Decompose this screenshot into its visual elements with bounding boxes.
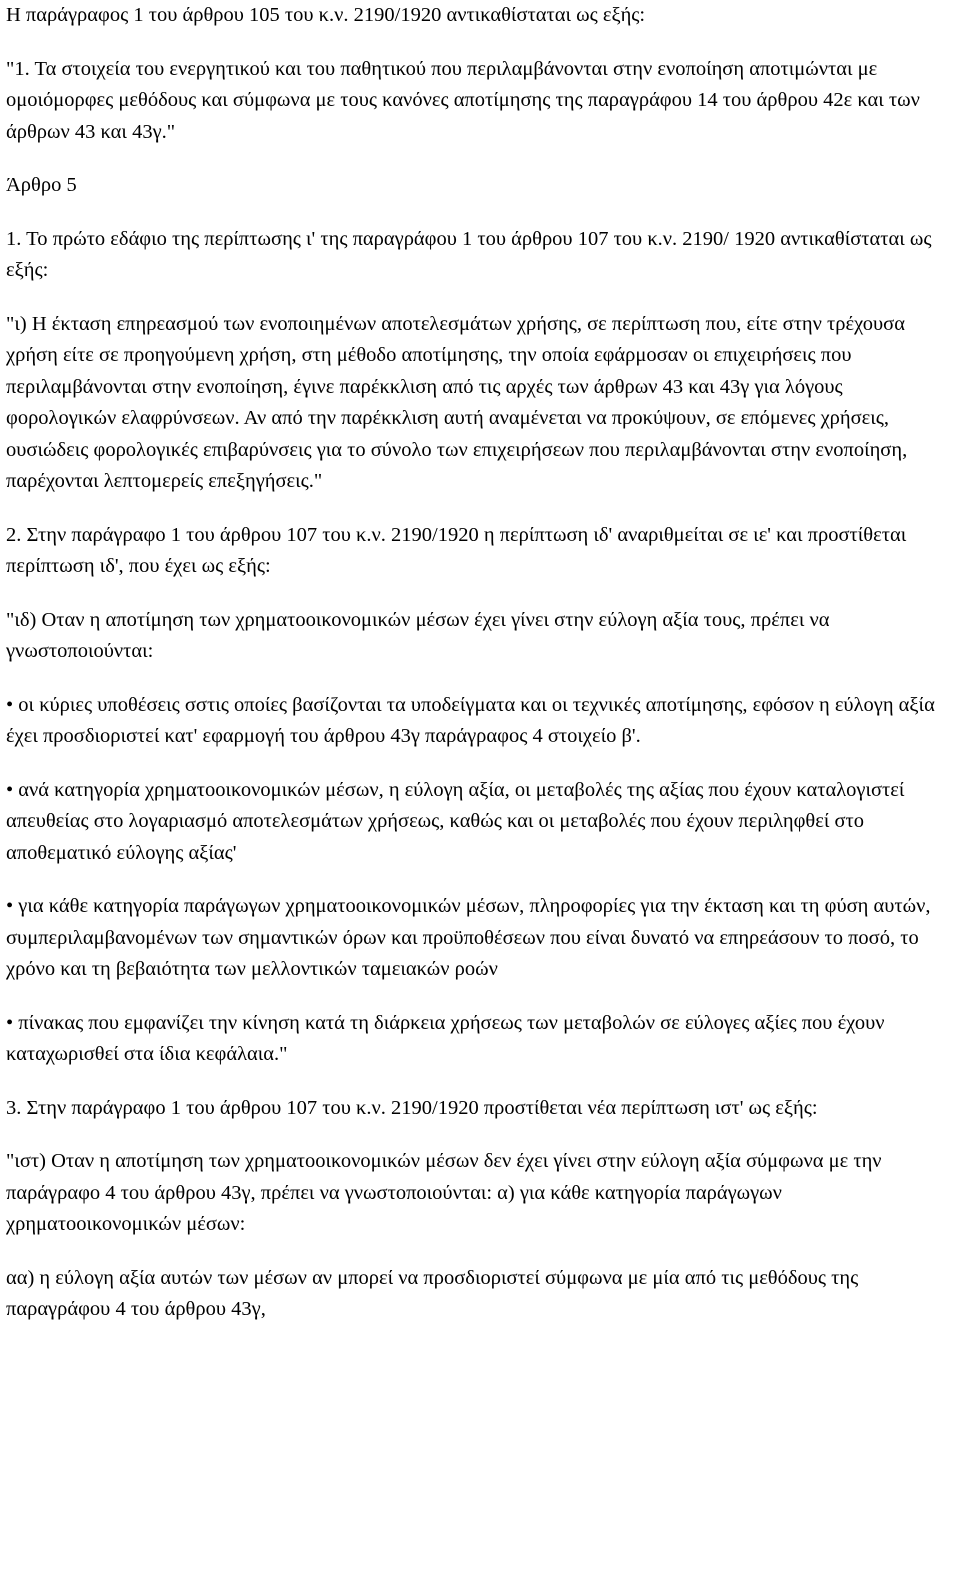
- bullet-item: • πίνακας που εμφανίζει την κίνηση κατά τη διάρκεια χρήσεως των μεταβολών σε εύλογες αξίες που έχουν καταχωρισθεί στα ίδια κεφάλαια.": [6, 1011, 885, 1065]
- paragraph-gap: [6, 32, 950, 54]
- paragraph-item-1: 1. Το πρώτο εδάφιο της περίπτωσης ι' της παραγράφου 1 του άρθρου 107 του κ.ν. 2190/ 1920 αντικαθίσταται ως εξής:: [6, 227, 932, 281]
- bullet-item: • για κάθε κατηγορία παράγωγων χρηματοοικονομικών μέσων, πληροφορίες για την έκταση και τη φύση αυτών, συμπεριλαμβανομένων των σημαντικών όρων και προϋποθέσεων που είναι δυνατό να επηρεάσουν το ποσό, το χρόνο και τη βεβαιότητα των μελλοντικών ταμειακών ροών: [6, 895, 931, 980]
- paragraph-intro-article-105: Η παράγραφος 1 του άρθρου 105 του κ.ν. 2190/1920 αντικαθίσταται ως εξής:: [6, 4, 646, 26]
- article-heading: Άρθρο 5: [6, 174, 77, 196]
- paragraph-gap: [6, 869, 950, 891]
- paragraph-gap: [6, 202, 950, 224]
- bullet-item: • ανά κατηγορία χρηματοοικονομικών μέσων, η εύλογη αξία, οι μεταβολές της αξίας που έχουν καταλογιστεί απευθείας στο λογαριασμό αποτελεσμάτων χρήσεως, καθώς και οι μεταβολές που έχουν περιληφθεί στο αποθεματικό εύλογης αξίας': [6, 778, 905, 864]
- paragraph-gap: [6, 583, 950, 605]
- paragraph-quote-1: "1. Τα στοιχεία του ενεργητικού και του παθητικού που περιλαμβάνονται στην ενοποίηση αποτιμώνται με ομοιόμορφες μεθόδους και σύμφωνα με τους κανόνες αποτίμησης της παραγράφου 14 του άρθρου 42ε και των άρθρων 43 και 43γ.": [6, 57, 920, 143]
- paragraph-gap: [6, 498, 950, 520]
- paragraph-gap: [6, 148, 950, 170]
- paragraph-quote-iota-delta: "ιδ) Οταν η αποτίμηση των χρηματοοικονομικών μέσων έχει γίνει στην εύλογη αξία τους, πρέπει να γνωστοποιούνται:: [6, 608, 830, 662]
- paragraph-quote-iota-sigma-tau: "ιστ) Οταν η αποτίμηση των χρηματοοικονομικών μέσων δεν έχει γίνει στην εύλογη αξία σύμφωνα με την παράγραφο 4 του άρθρου 43γ, πρέπει να γνωστοποιούνται: α) για κάθε κατηγορία παράγωγων χρηματοοικονομικών μέσων:: [6, 1150, 882, 1235]
- bullet-item: • οι κύριες υποθέσεις σστις οποίες βασίζονται τα υποδείγματα και οι τεχνικές αποτίμησης, εφόσον η εύλογη αξία έχει προσδιοριστεί κατ' εφαρμογή του άρθρου 43γ παράγραφος 4 στοιχείο β'.: [6, 693, 935, 747]
- paragraph-quote-iota: "ι) Η έκταση επηρεασμού των ενοποιημένων αποτελεσμάτων χρήσης, σε περίπτωση που, είτε στην τρέχουσα χρήση είτε σε προηγούμενη χρήση, στη μέθοδο αποτίμησης, την οποία εφάρμοσαν οι επιχειρήσεις που περιλαμβάνονται στην ενοποίηση, έγινε παρέκκλιση από τις αρχές των άρθρων 43 και 43γ για λόγους φορολογικών ελαφρύνσεων. Αν από την παρέκκλιση αυτή αναμένεται να προκύψουν, σε επόμενες χρήσεις, ουσιώδεις φορολογικές επιβαρύνσεις για το σύνολο των επιχειρήσεων που περιλαμβάνονται στην ενοποίηση, παρέχονται λεπτομερείς επεξηγήσεις.": [6, 312, 908, 492]
- paragraph-item-3: 3. Στην παράγραφο 1 του άρθρου 107 του κ.ν. 2190/1920 προστίθεται νέα περίπτωση ιστ' ως εξής:: [6, 1096, 818, 1119]
- paragraph-item-2: 2. Στην παράγραφο 1 του άρθρου 107 του κ.ν. 2190/1920 η περίπτωση ιδ' αναριθμείται σε ιε' και προστίθεται περίπτωση ιδ', που έχει ως εξής:: [6, 523, 907, 577]
- paragraph-gap: [6, 668, 950, 690]
- paragraph-gap: [6, 1241, 950, 1263]
- paragraph-sub-item-aa: αα) η εύλογη αξία αυτών των μέσων αν μπορεί να προσδιοριστεί σύμφωνα με μία από τις μεθόδους της παραγράφου 4 του άρθρου 43γ,: [6, 1266, 859, 1320]
- paragraph-gap: [6, 1124, 950, 1146]
- document-body: [6, 0, 950, 1326]
- paragraph-gap: [6, 986, 950, 1008]
- paragraph-gap: [6, 287, 950, 309]
- paragraph-gap: [6, 753, 950, 775]
- paragraph-gap: [6, 1071, 950, 1093]
